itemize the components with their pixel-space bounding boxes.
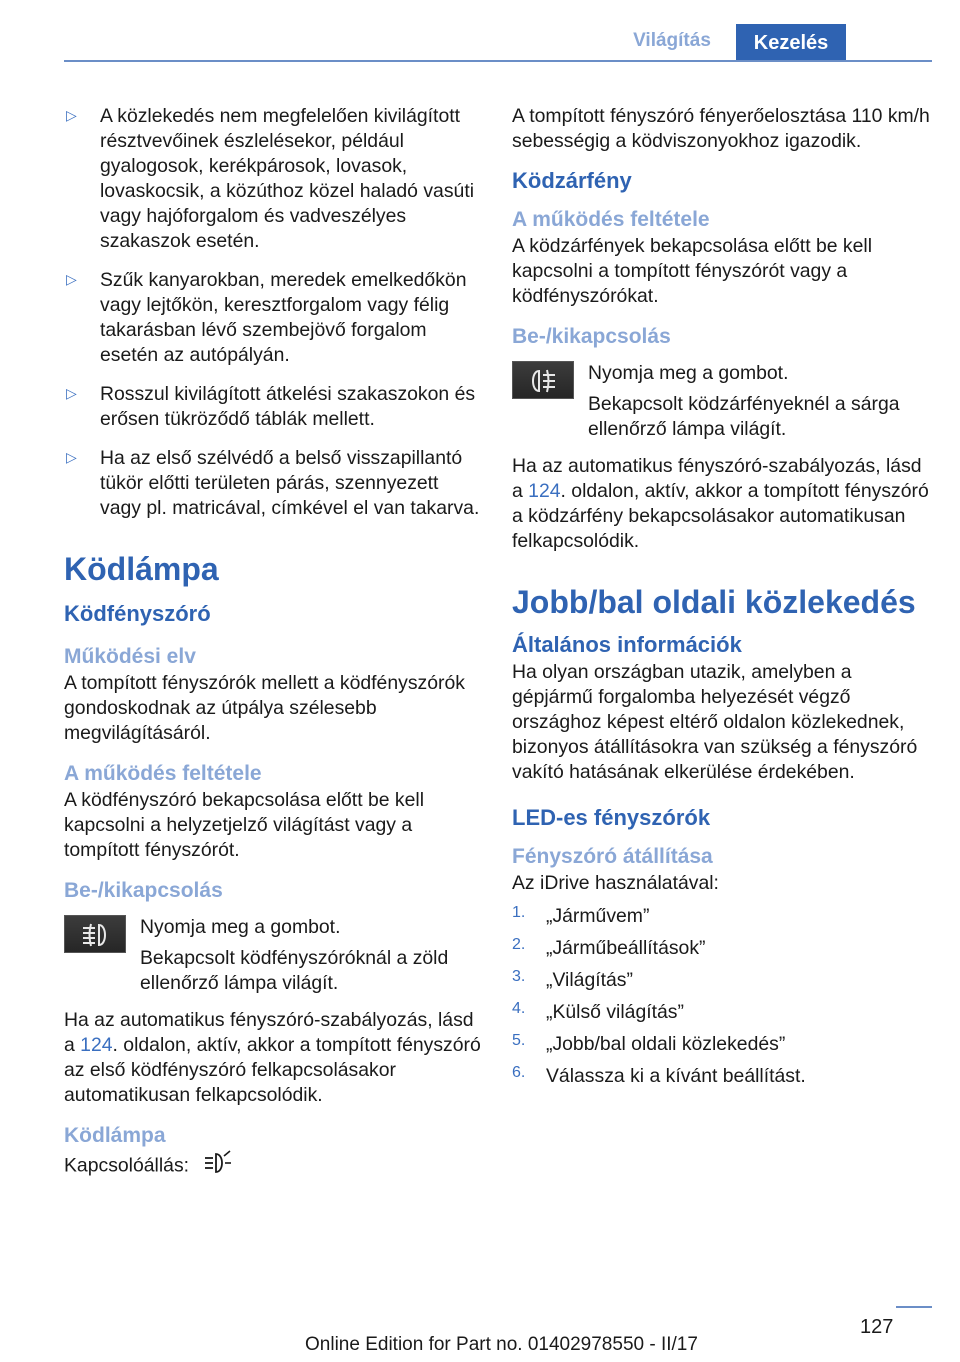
list-item: 2. „Járműbeállítások” <box>512 936 706 959</box>
heading-rear-fog: Ködzárfény <box>512 168 632 193</box>
page-number: 127 <box>860 1316 894 1338</box>
text-principle: A tompított fényszórók mellett a ködfényszórók gondoskodnak az útpálya szélesebb megvilágításáról. <box>64 672 465 744</box>
text-condition: A ködfényszóró bekapcsolása előtt be kell kapcsolni a helyzetjelző világítást vagy a tompított fényszórót. <box>64 789 425 861</box>
auto-headlight-text: Ha az automatikus fényszóró-szabályozás, lásd a 124. oldalon, aktív, akkor a tompított fényszóró az első ködfényszóró felkapcsolásakor automatikusan felkapcsolódik. <box>64 1009 481 1106</box>
heading-fog-lamp: Ködlámpa <box>64 551 219 587</box>
subheading-switch: Be-/kikapcsolás <box>64 879 223 902</box>
heading-general-info: Általános információk <box>512 632 742 657</box>
rear-fog-light-icon <box>512 361 574 399</box>
fog-switch-icon <box>202 1150 232 1183</box>
triangle-right-icon: ▷ <box>66 271 77 287</box>
subheading-headlight-adjust: Fényszóró átállítása <box>512 845 713 868</box>
heading-led-headlights: LED-es fényszórók <box>512 805 711 830</box>
page-link-124[interactable]: 124 <box>80 1034 113 1056</box>
bullet-item: ▷ Szűk kanyarokban, meredek emelkedőkön vagy lejtőkön, keresztforgalom vagy félig takarásban lévő szembejövő forgalom esetén az autópályán. <box>66 269 467 366</box>
text-general-info: Ha olyan országban utazik, amelyben a gépjármű forgalomba helyezését végző országhoz képest eltérő oldalon közlekednek, bizonyos átállításokra van szükség a fényszóró vakító hatásának elkerülése érdekében. <box>512 661 918 783</box>
press-button-text: Nyomja meg a gombot. <box>140 916 341 938</box>
text-idrive: Az iDrive használatával: <box>512 872 719 894</box>
front-fog-button-row <box>64 911 482 996</box>
intro-text: A tompított fényszóró fényerőelosztása 110 km/h sebességig a ködviszonyokhoz igazodik. <box>512 105 930 152</box>
header-chapter-tab: Kezelés <box>736 24 846 62</box>
indicator-text-a: Bekapcsolt ködfényszóróknál a zöld ellenőrző lámpa világít. <box>140 947 449 994</box>
header-section-title: Világítás <box>633 30 711 51</box>
indicator-text-b: Bekapcsolt ködzárfényeknél a sárga ellenőrző lámpa világít. <box>588 393 900 440</box>
front-fog-light-icon <box>64 915 126 953</box>
press-button-text: Nyomja meg a gombot. <box>588 362 789 384</box>
switch-position-text: Kapcsolóállás: <box>64 1150 482 1183</box>
subheading-principle: Működési elv <box>64 645 196 668</box>
list-item: 4. „Külső világítás” <box>512 1000 684 1023</box>
list-item: 6. Válassza ki a kívánt beállítást. <box>512 1064 806 1087</box>
subheading-condition: A működés feltétele <box>64 762 262 785</box>
triangle-right-icon: ▷ <box>66 107 77 123</box>
edition-footer: Online Edition for Part no. 01402978550 - II/17 <box>305 1334 698 1355</box>
steps-list <box>512 904 930 1089</box>
left-column <box>64 104 482 1183</box>
page-link-124[interactable]: 124 <box>528 480 561 502</box>
header-rule <box>64 60 932 62</box>
heading-traffic-side: Jobb/bal oldali közlekedés <box>512 584 916 620</box>
auto-headlight-text: Ha az automatikus fényszóró-szabályozás, lásd a 124. oldalon, aktív, akkor a tompított fényszóró a ködzárfény bekapcsolásakor automatikusan felkapcsolódik. <box>512 455 929 552</box>
bullet-item: ▷ Rosszul kivilágított átkelési szakaszokon és erősen tükröződő táblák mellett. <box>66 383 476 430</box>
list-item: 1. „Járművem” <box>512 904 650 927</box>
list-item: 5. „Jobb/bal oldali közlekedés” <box>512 1032 786 1055</box>
subheading-rear-switch: Be-/kikapcsolás <box>512 325 671 348</box>
triangle-right-icon: ▷ <box>66 449 77 465</box>
triangle-right-icon: ▷ <box>66 385 77 401</box>
list-item: 3. „Világítás” <box>512 968 633 991</box>
bullet-item: ▷ A közlekedés nem megfelelően kivilágított résztvevőinek észlelésekor, például gyalogosok, kerékpárosok, lovasok, lovaskocsik, a közúthoz közel haladó vasúti vagy hajóforgalom és vadveszélyes szakaszok esetén. <box>66 105 475 252</box>
rear-fog-button-row <box>512 357 930 442</box>
page-number-rule <box>896 1306 932 1308</box>
subheading-fog-lamp: Ködlámpa <box>64 1124 166 1147</box>
heading-front-fog: Ködfényszóró <box>64 601 211 626</box>
right-column <box>512 104 930 1089</box>
text-rear-condition: A ködzárfények bekapcsolása előtt be kell kapcsolni a tompított fényszórót vagy a ködfényszórókat. <box>512 235 873 307</box>
bullet-item: ▷ Ha az első szélvédő a belső visszapillantó tükör előtti területen párás, szennyezett vagy pl. matricával, címkével el van takarva. <box>66 447 480 519</box>
subheading-rear-condition: A működés feltétele <box>512 208 710 231</box>
